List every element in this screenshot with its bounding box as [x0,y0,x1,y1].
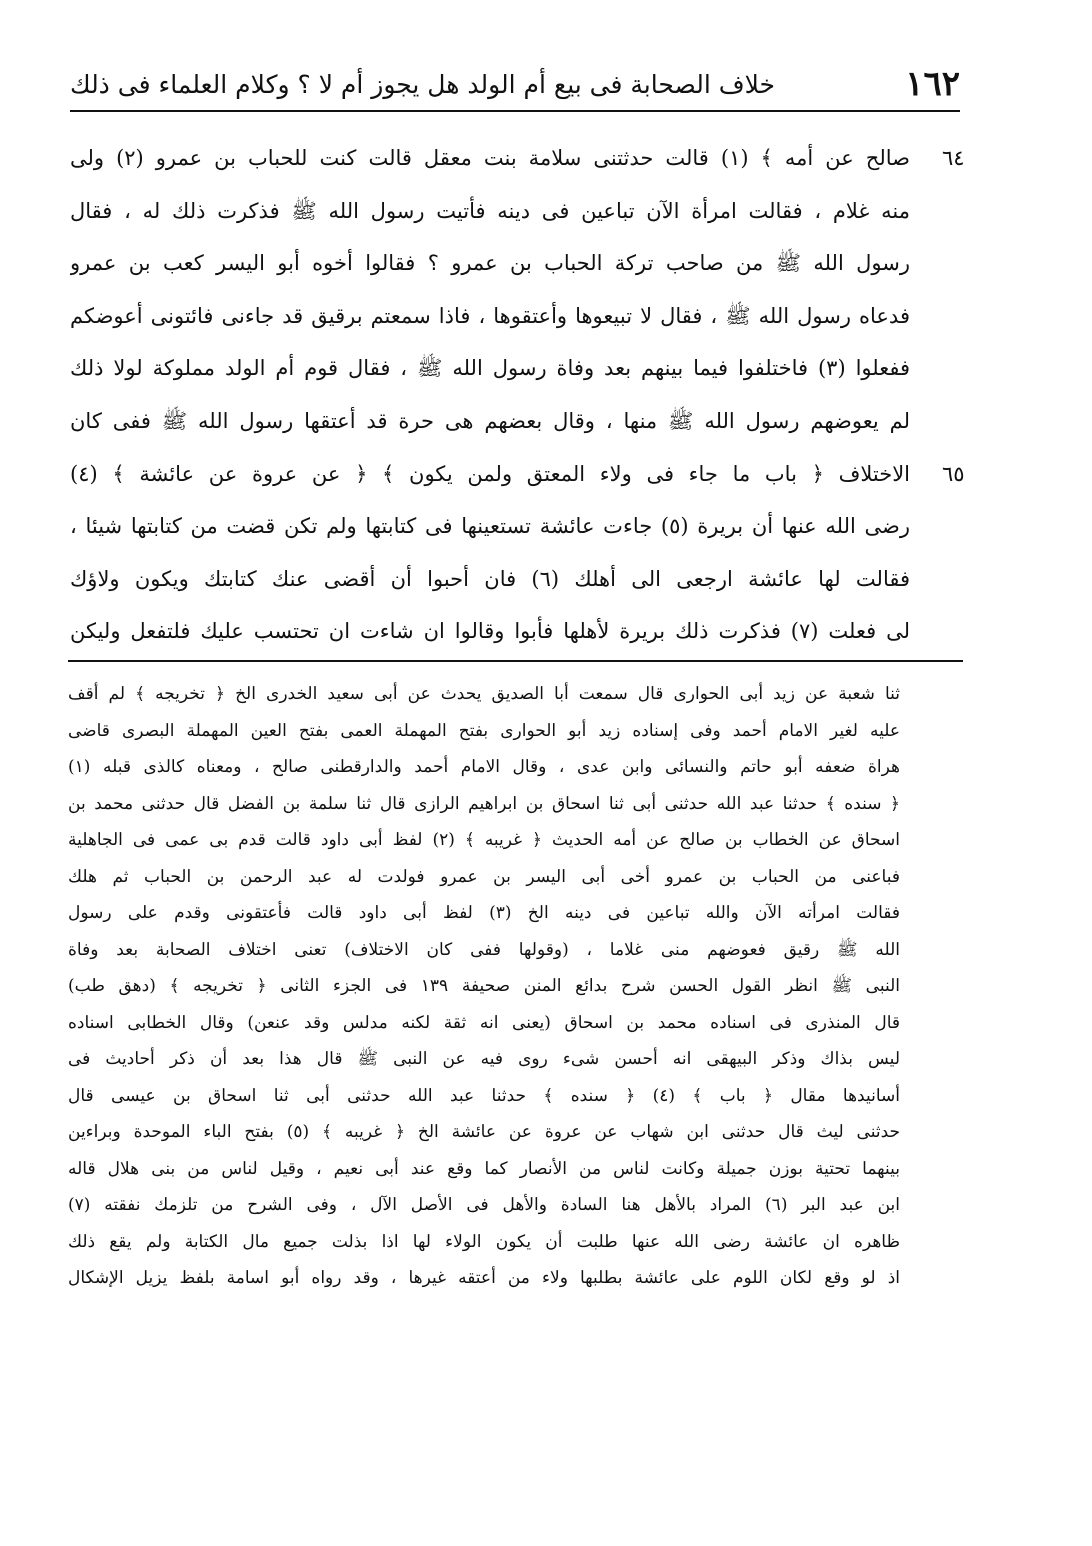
footnote-line: أسانيدها مقال ﴿ باب ﴾ (٤) ﴿ سنده ﴾ حدثنا عبد الله حدثنى أبى ثنا اسحاق بن عيسى قال [68,1085,900,1106]
footnote-line: النبى ﷺ انظر القول الحسن شرح بدائع المنن صحيفة ١٣٩ فى الجزء الثانى ﴿ تخريجه ﴾ (دهق طب) [68,976,900,996]
page-number: ١٦٢ [905,64,960,104]
footnote-line: فقالت امرأته الآن والله تباعين فى دينه الخ (٣) لفظ أبى داود قالت فأعتقونى وقدم على رسول [68,903,900,923]
text-line: فدعاه رسول الله ﷺ ، فقال لا تبيعوها وأعتقوها ، فاذا سمعتم برقيق قد جاءنى فائتونى أعوضكم [70,303,910,328]
footnote-line: فباعنى من الحباب بن عمرو أخى أبى اليسر بن عمرو فولدت له عبد الرحمن بن الحباب ثم هلك [68,866,900,887]
footnote-line: ليس بذاك وذكر البيهقى انه أحسن شىء روى فيه عن النبى ﷺ قال هذا بعد أن ذكر أحاديث فى [68,1049,900,1069]
footnote-line: حدثنى ليث قال حدثنى ابن شهاب عن عروة عن عائشة الخ ﴿ غريبه ﴾ (٥) بفتح الباء الموحدة وبراءين [68,1122,900,1142]
text-line: فقالت لها عائشة ارجعى الى أهلك (٦) فان أحبوا أن أقضى عنك كتابتك ويكون ولاؤك [70,566,910,591]
text-line: الاختلاف ﴿ باب ما جاء فى ولاء المعتق ولمن يكون ﴾ ﴿ عن عروة عن عائشة ﴾ (٤) [70,461,910,486]
running-title: خلاف الصحابة فى بيع أم الولد هل يجوز أم لا ؟ وكلام العلماء فى ذلك [70,69,775,99]
text-line: رضى الله عنها أن بريرة (٥) جاءت عائشة تستعينها فى كتابتها ولم تكن قضت من كتابتها شيئا ، [70,514,910,539]
footnote-line: ﴿ سنده ﴾ حدثنا عبد الله حدثنى أبى ثنا اسحاق بن ابراهيم الرازى قال ثنا سلمة بن الفضل قال حدثنى محمد بن [68,793,900,814]
footnote-line: هراة ضعفه أبو حاتم والنسائى وابن عدى ، وقال الامام أحمد والدارقطنى صالح ، ومعناه كالذى قبله (١) [68,757,900,777]
footnote-line: قال المنذرى فى اسناده محمد بن اسحاق (يعنى انه ثقة لكنه مدلس وقد عنعن) وقال الخطابى اسناده [68,1012,900,1033]
text-line: منه غلام ، فقالت امرأة الآن تباعين فى دينه فأتيت رسول الله ﷺ فذكرت ذلك له ، فقال [70,198,910,223]
text-line: لم يعوضهم رسول الله ﷺ منها ، وقال بعضهم هى حرة قد أعتقها رسول الله ﷺ ففى كان [70,408,910,433]
footnote-line: اذ لو وقع لكان اللوم على عائشة بطلبها ولاء من أعتقه غيرها ، وقد رواه أبو اسامة بلفظ يزيل الإشكال [68,1268,900,1288]
hadith-number: ٦٤ [942,146,965,170]
footnote-line: ظاهره ان عائشة رضى الله عنها طلبت أن يكون الولاء لها اذا بذلت جميع مال الكتابة ولم يقع ذلك [68,1231,900,1252]
hadith-number: ٦٥ [942,461,965,486]
footnotes [68,676,900,1297]
footnote-line: عليه لغير الامام أحمد وفى إسناده زيد أبو الحوارى بفتح المهملة العمى بفتح العين المهملة البصرى قاضى [68,720,900,741]
main-text [70,132,910,658]
footnote-line: ثنا شعبة عن زيد أبى الحوارى قال سمعت أبا الصديق يحدث عن أبى سعيد الخدرى الخ ﴿ تخريجه ﴾ لم أقف [68,684,900,704]
text-line: لى فعلت (٧) فذكرت ذلك بريرة لأهلها فأبوا وقالوا ان شاءت ان تحتسب عليك فلتفعل وليكن [70,619,910,644]
footnote-line: الله ﷺ رقيق فعوضهم منى غلاما ، (وقولها ففى كان الاختلاف) تعنى اختلاف الصحابة بعد وفاة [68,939,900,960]
footnote-divider [68,660,963,662]
footnote-line: ابن عبد البر (٦) المراد بالأهل هنا السادة والأهل فى الأصل الآل ، وفى الشرح من تلزمك نفقته (٧) [68,1195,900,1215]
page-header [70,58,960,110]
footnote-line: اسحاق عن الخطاب بن صالح عن أمه الحديث ﴿ غريبه ﴾ (٢) لفظ أبى داود قالت قدم بى عمى فى الجاهلية [68,830,900,850]
header-rule [70,110,960,112]
text-line: ففعلوا (٣) فاختلفوا فيما بينهم بعد وفاة رسول الله ﷺ ، فقال قوم أم الولد مملوكة لولا ذلك [70,356,910,381]
text-line: رسول الله ﷺ من صاحب تركة الحباب بن عمرو ؟ فقالوا أخوه أبو اليسر كعب بن عمرو [70,251,910,276]
text-line: صالح عن أمه ﴾ (١) قالت حدثتنى سلامة بنت معقل قالت كنت للحباب بن عمرو (٢) ولى [70,146,910,170]
footnote-line: بينهما تحتية بوزن جميلة وكانت لناس من الأنصار كما وقع عند أبى نعيم ، وقيل لناس من بنى هلال قاله [68,1158,900,1179]
